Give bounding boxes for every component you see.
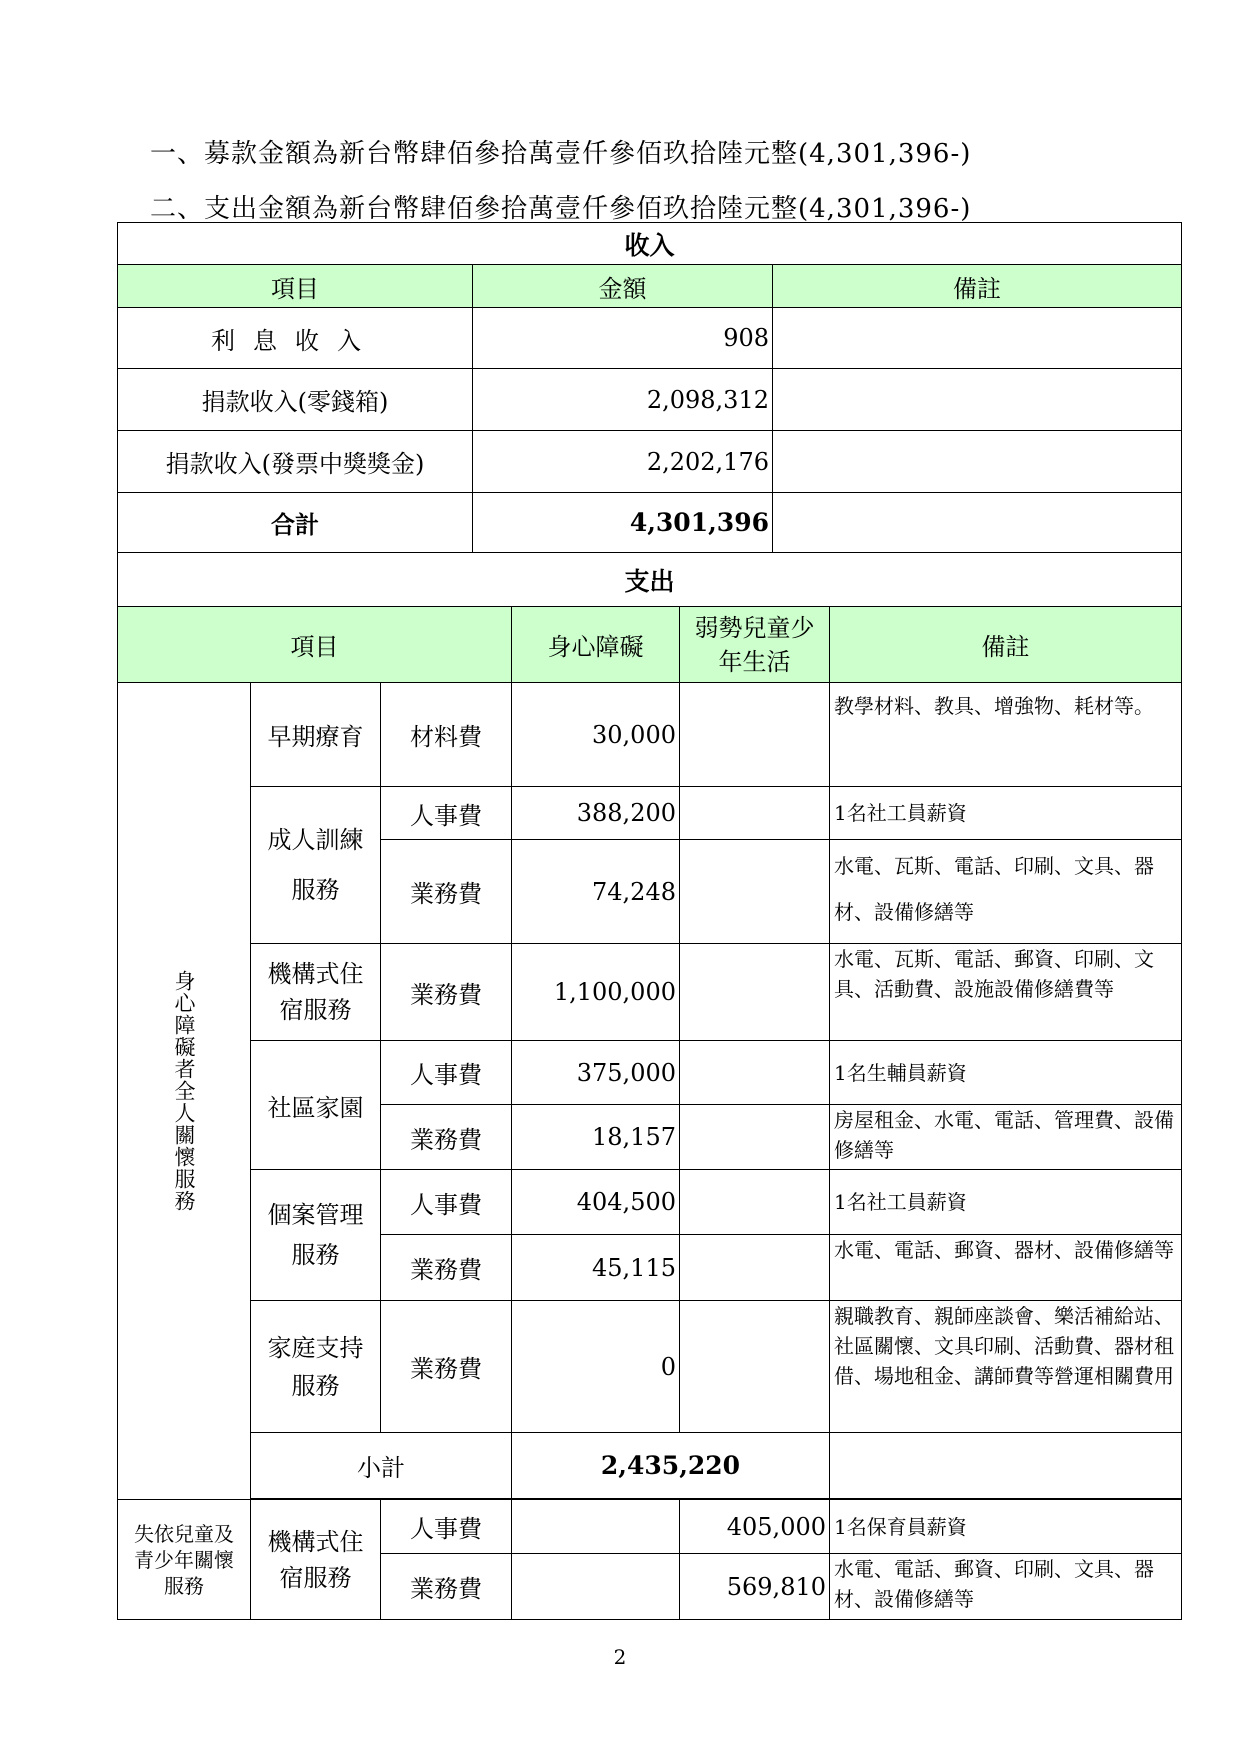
group-disability-label: [118, 683, 251, 1500]
disability-amount: 18,157: [512, 1105, 680, 1170]
income-item: 利息收入: [118, 308, 473, 369]
income-note: [773, 431, 1182, 493]
group-children-label: [118, 1500, 251, 1620]
heading-donation-amount: 一、募款金額為新台幣肆佰參拾萬壹仟參佰玖拾陸元整(4,301,396-): [150, 139, 972, 169]
children-amount: [680, 1235, 830, 1301]
service-name: 早期療育: [251, 683, 381, 787]
service-name: 社區家園: [251, 1041, 381, 1170]
children-amount: 569,810: [680, 1554, 830, 1620]
service-name: 成人訓練服務: [251, 787, 381, 944]
table-row: [118, 431, 1182, 493]
income-item: 捐款收入(發票中獎獎金): [118, 431, 473, 493]
children-amount: [680, 1105, 830, 1170]
income-total-amount: 4,301,396: [473, 493, 773, 553]
expense-note: 1名社工員薪資: [830, 1170, 1182, 1235]
children-amount: 405,000: [680, 1500, 830, 1554]
disability-amount: 404,500: [512, 1170, 680, 1235]
group-children-text: 失依兒童及青少年關懷服務: [134, 1521, 234, 1598]
cost-type: 業務費: [381, 1105, 512, 1170]
expense-note: 1名生輔員薪資: [830, 1041, 1182, 1105]
income-total-row: [118, 493, 1182, 553]
expense-note: 教學材料、教具、增強物、耗材等。: [830, 683, 1182, 787]
subtotal-row: [118, 1433, 1182, 1499]
children-amount: [680, 1041, 830, 1105]
cost-type: 材料費: [381, 683, 512, 787]
expense-note: 水電、電話、郵資、器材、設備修繕等: [830, 1235, 1182, 1301]
table-row: [118, 1170, 1182, 1235]
group-disability-text: 身心障礙者全人關懷服務: [172, 970, 196, 1212]
income-note: [773, 308, 1182, 369]
disability-amount: 375,000: [512, 1041, 680, 1105]
service-name: 個案管理服務: [251, 1170, 381, 1301]
income-header-item: 項目: [118, 265, 473, 308]
income-table: [117, 222, 1182, 553]
children-amount: [680, 683, 830, 787]
disability-amount: 30,000: [512, 683, 680, 787]
expense-note: 1名保育員薪資: [830, 1500, 1182, 1554]
table-row: [118, 369, 1182, 431]
disability-amount: 74,248: [512, 840, 680, 944]
service-name: 家庭支持服務: [251, 1301, 381, 1433]
subtotal-amount: 2,435,220: [512, 1433, 830, 1499]
cost-type: 人事費: [381, 1041, 512, 1105]
cost-type: 業務費: [381, 944, 512, 1041]
expense-note: 水電、電話、郵資、印刷、文具、器材、設備修繕等: [830, 1554, 1182, 1620]
table-row: [118, 944, 1182, 1041]
expense-table: [117, 552, 1182, 1620]
table-row: [118, 787, 1182, 840]
cost-type: 人事費: [381, 787, 512, 840]
subtotal-note: [830, 1433, 1182, 1499]
disability-amount: 45,115: [512, 1235, 680, 1301]
income-amount: 908: [473, 308, 773, 369]
expense-note: 房屋租金、水電、電話、管理費、設備修繕等: [830, 1105, 1182, 1170]
table-row: [118, 1301, 1182, 1433]
expense-header-item: 項目: [118, 607, 512, 683]
expense-note: 水電、瓦斯、電話、郵資、印刷、文具、活動費、設施設備修繕費等: [830, 944, 1182, 1041]
income-amount: 2,098,312: [473, 369, 773, 431]
cost-type: 業務費: [381, 1554, 512, 1620]
subtotal-label: 小計: [251, 1433, 512, 1499]
income-item: 捐款收入(零錢箱): [118, 369, 473, 431]
expense-header-children: 弱勢兒童少年生活: [680, 607, 830, 683]
disability-amount: [512, 1554, 680, 1620]
income-amount: 2,202,176: [473, 431, 773, 493]
cost-type: 人事費: [381, 1500, 512, 1554]
children-amount: [680, 1301, 830, 1433]
income-title: 收入: [118, 223, 1182, 265]
heading-expense-amount: 二、支出金額為新台幣肆佰參拾萬壹仟參佰玖拾陸元整(4,301,396-): [150, 194, 972, 224]
service-name: 機構式住宿服務: [251, 1500, 381, 1620]
expense-header-note: 備註: [830, 607, 1182, 683]
disability-amount: 0: [512, 1301, 680, 1433]
expense-note: 水電、瓦斯、電話、印刷、文具、器材、設備修繕等: [830, 840, 1182, 944]
table-row: [118, 1500, 1182, 1554]
income-header-note: 備註: [773, 265, 1182, 308]
expense-title: 支出: [118, 553, 1182, 607]
disability-amount: 388,200: [512, 787, 680, 840]
cost-type: 業務費: [381, 840, 512, 944]
expense-note: 1名社工員薪資: [830, 787, 1182, 840]
income-total-label: 合計: [118, 493, 473, 553]
children-amount: [680, 944, 830, 1041]
disability-amount: 1,100,000: [512, 944, 680, 1041]
table-row: [118, 308, 1182, 369]
children-amount: [680, 1170, 830, 1235]
expense-note: 親職教育、親師座談會、樂活補給站、社區關懷、文具印刷、活動費、器材租借、場地租金、講師費等營運相關費用: [830, 1301, 1182, 1433]
cost-type: 人事費: [381, 1170, 512, 1235]
children-amount: [680, 840, 830, 944]
income-total-note: [773, 493, 1182, 553]
income-header-amount: 金額: [473, 265, 773, 308]
service-name: 機構式住宿服務: [251, 944, 381, 1041]
expense-header-disability: 身心障礙: [512, 607, 680, 683]
disability-amount: [512, 1500, 680, 1554]
children-amount: [680, 787, 830, 840]
page-number: 2: [613, 1645, 627, 1669]
cost-type: 業務費: [381, 1235, 512, 1301]
table-row: [118, 683, 1182, 787]
cost-type: 業務費: [381, 1301, 512, 1433]
table-row: [118, 1041, 1182, 1105]
income-note: [773, 369, 1182, 431]
